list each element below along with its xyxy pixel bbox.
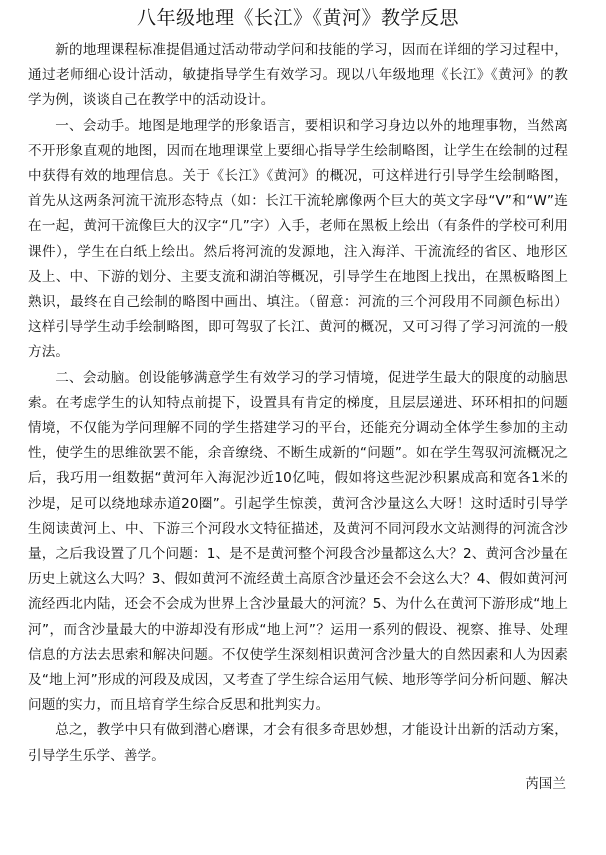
conclusion-paragraph: 总之，教学中只有做到潜心磨课，才会有很多奇思妙想，才能设计出新的活动方案，引导学生乐学、善学。 [28,722,568,764]
author-signature: 芮国兰 [525,775,566,792]
section-thinking-paragraph: 二、会动脑。创设能够满意学生有效学习的学习情境，促进学生最大的限度的动脑思索。在考虑学生的认知特点前提下，设置具有肯定的梯度，且层层递进、环环相扣的问题情境，不仅能为学问理解不同的学生搭建学习的平台，还能充分调动全体学生参加的主动性，使学生的思维欲罢不能，余音缭绕、不断生成新的“问题”。如在学生驾驭河流概况之后，我巧用一组数据“黄河年入海泥沙近10亿吨，假如将这些泥沙积累成高和宽各1米的沙堤，足可以绕地球赤道20圈”。引起学生惊羡，黄河含沙量这么大呀！这时适时引导学生阅读黄河上、中、下游三个河段水文特征描述，及黄河不同河段水文站测得的河流含沙量，之后我设置了几个问题：1、是不是黄河整个河段含沙量都这么大？2、黄河含沙量在历史上就这么大吗？3、假如黄河不流经黄土高原含沙量还会不会这么大？4、假如黄河河流经西北内陆，还会不会成为世界上含沙量最大的河流？5、为什么在黄河下游形成“地上河”，而含沙量最大的中游却没有形成“地上河”？运用一系列的假设、视察、推导、处理信息的方法去思索和解决问题。不仅使学生深刻相识黄河含沙量大的自然因素和人为因素及“地上河”形成的河段及成因，又考查了学生综合运用气候、地形等学问分析问题、解决问题的实力，而且培育学生综合反思和批判实力。 [28,369,568,714]
section-hands-on-paragraph: 一、会动手。地图是地理学的形象语言，要相识和学习身边以外的地理事物，当然离不开形象直观的地图，因而在地理课堂上要细心指导学生绘制略图，让学生在绘制的过程中获得有效的地理信息。关于《长江》《黄河》的概况，可这样进行引导学生绘制略图，首先从这两条河流干流形态特点（如：长江干流轮廓像两个巨大的英文字母“V”和“W”连在一起，黄河干流像巨大的汉字“几”字）入手，老师在黑板上绘出（有条件的学校可利用课件），学生在白纸上绘出。然后将河流的发源地，注入海洋、干流流经的省区、地形区及上、中、下游的划分、主要支流和湖泊等概况，引导学生在地图上找出，在黑板略图上熟识，最终在自己绘制的略图中画出、填注。（留意：河流的三个河段用不同颜色标出）这样引导学生动手绘制略图，即可驾驭了长江、黄河的概况，又可习得了学习河流的一般方法。 [28,117,568,361]
intro-paragraph: 新的地理课程标准提倡通过活动带动学问和技能的学习，因而在详细的学习过程中，通过老师细心设计活动，敏捷指导学生有效学习。现以八年级地理《长江》《黄河》的教学为例，谈谈自己在教学中的活动设计。 [28,42,568,109]
document-title: 八年级地理《长江》《黄河》教学反思 [136,7,459,29]
